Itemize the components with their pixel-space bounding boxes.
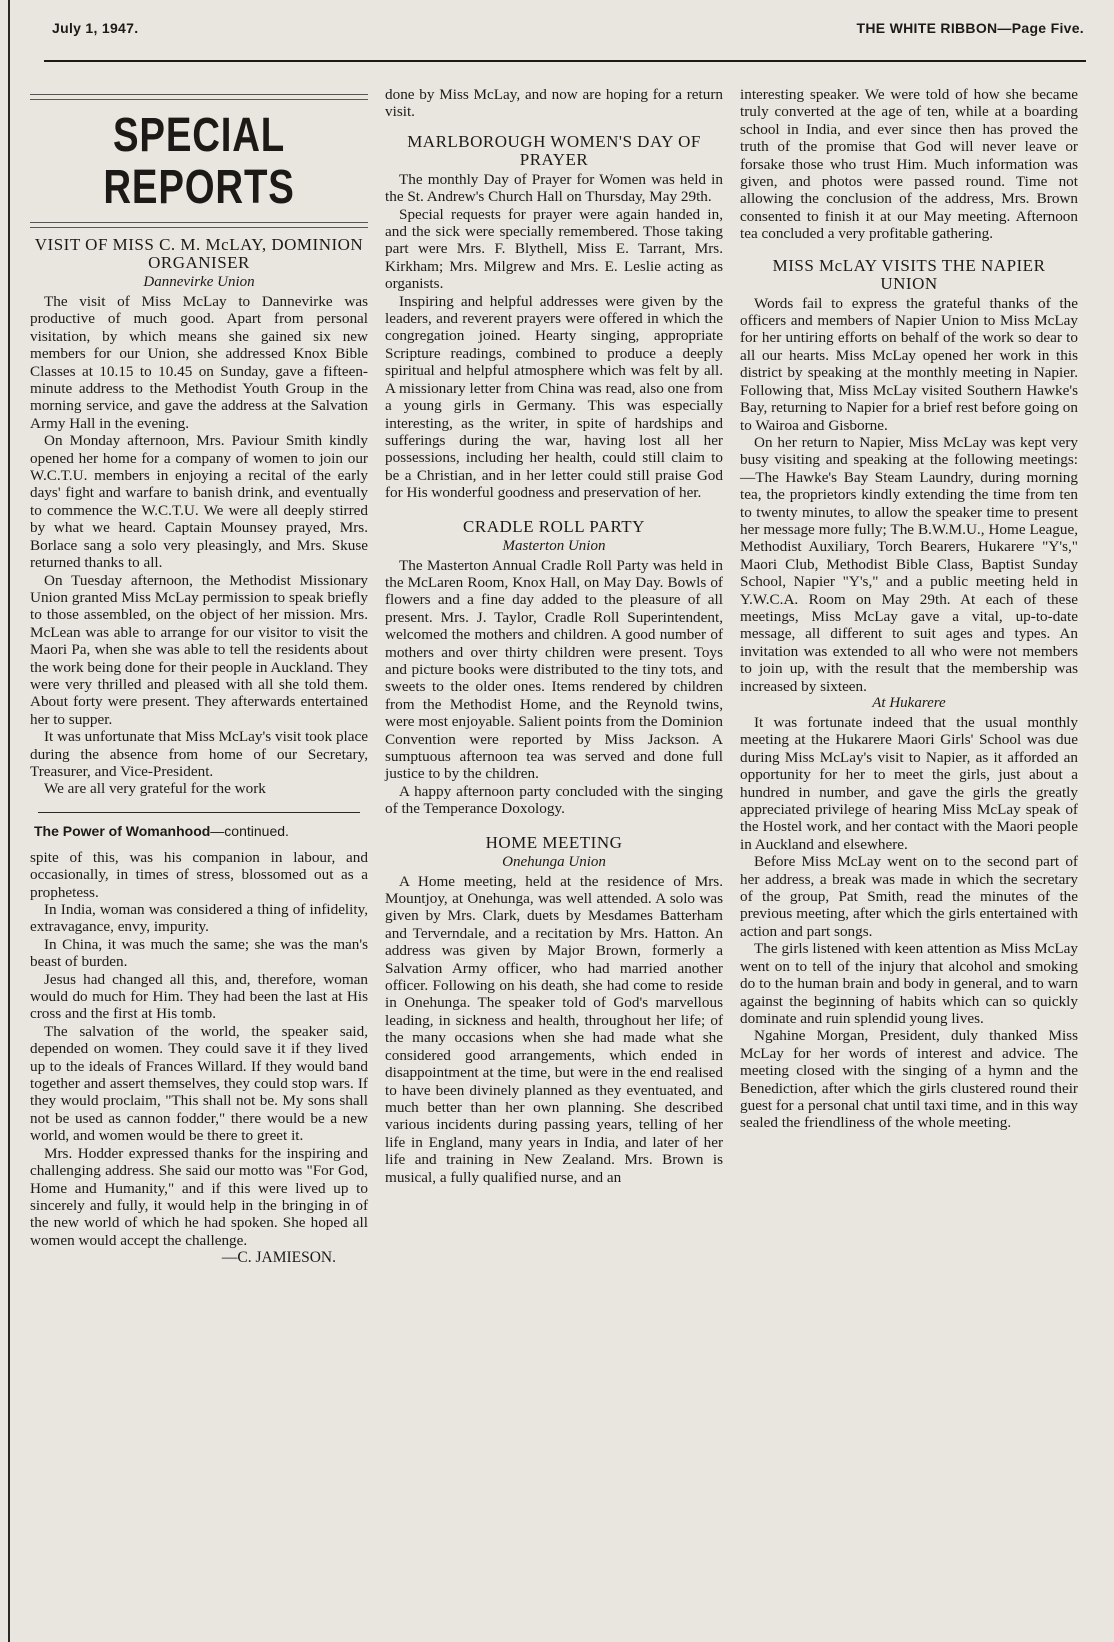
paragraph: A Home meeting, held at the residence of Mrs. Mountjoy, at Onehunga, was well attended. A solo was given by Mrs. Clark, duets by Mesdames Batterham and Terverndale, and a recitation by Mrs. Hatton. An address was given by Major Brown, formerly a Salvation Army officer, who had married another officer. Following on his death, she had come to reside in Onehunga. The speaker told of God's marvellous leading, in sickness and health, throughout her life; of the many occasions when she had made what she considered good arrangements, which ended in disappointment at the time, but were in the end realised to have been divinely planned as they eventuated, and much better than her own planning. She described various incidents during passing years, telling of her life in England, many years in India, and later of her life and training in New Zealand. Mrs. Brown is musical, a fully qualified nurse, and an (385, 872, 723, 1186)
column-1 (30, 86, 368, 1267)
visit-heading: VISIT OF MISS C. M. McLAY, DOMINION ORGANISER (34, 235, 364, 272)
section-divider (38, 812, 360, 813)
paragraph: Ngahine Morgan, President, duly thanked Miss McLay for her words of interest and advice. The meeting closed with the singing of a hymn and the Benediction, after which the girls clustered round their guest for a personal chat until taxi time, and in this way sealed the friendliness of the whole meeting. (740, 1027, 1078, 1132)
title-bar-top (30, 94, 368, 100)
napier-subheading: At Hukarere (872, 695, 946, 711)
column-2 (385, 86, 723, 1186)
paragraph: Words fail to express the grateful thanks of the officers and members of Napier Union to Miss McLay for her untiring efforts on behalf of the work so dear to all our hearts. Miss McLay opened her work in this district by speaking at the monthly meeting in Napier. Following that, Miss McLay visited Southern Hawke's Bay, returning to Napier for a brief rest before going on to Wairoa and Gisborne. (740, 294, 1078, 434)
paragraph: On Tuesday afternoon, the Methodist Missionary Union granted Miss McLay permission to speak briefly to those assembled, on the object of her mission. Mrs. McLean was able to arrange for our visitor to visit the Maori Pa, when she was able to tell the residents about the work being done for their people in Auckland. They were very thrilled and pleased with all she told them. About forty were present. They afterwards entertained her to supper. (30, 571, 368, 728)
paragraph: The salvation of the world, the speaker said, depended on women. They could save it if they lived up to the ideals of Frances Willard. If they would band together and assert themselves, they could stop wars. If they would proclaim, "This shall not be. My sons shall not be used as cannon fodder," there would be a new world, and women would be there to greet it. (30, 1022, 368, 1145)
paragraph-continued: done by Miss McLay, and now are hoping for a return visit. (385, 86, 723, 121)
marlborough-heading: MARLBOROUGH WOMEN'S DAY OF PRAYER (407, 131, 701, 169)
home-body (385, 873, 723, 1186)
paragraph: Before Miss McLay went on to the second part of her address, a break was made in which the secretary of the group, Pat Smith, read the minutes of the previous meeting, after which the girls entertained with action and part songs. (740, 853, 1078, 940)
cradle-heading: CRADLE ROLL PARTY (463, 516, 645, 536)
page-date: July 1, 1947. (52, 20, 139, 36)
signature: —C. JAMIESON. (221, 1249, 336, 1267)
power-heading (34, 823, 368, 839)
paragraph: On her return to Napier, Miss McLay was kept very busy visiting and speaking at the following meetings:—The Hawke's Bay Steam Laundry, during morning tea, the proprietors kindly extending the time from ten to twenty minutes, to allow the speaker time to present her message more fully; The B.W.M.U., Home League, Methodist Auxiliary, Torch Bearers, Hukarere "Y's," Maori Club, Methodist Bible Class, Baptist Sunday School, Napier "Y's," and a public meeting held in Y.W.C.A. Room on May 29th. At each of these meetings, Miss McLay gave a vital, up-to-date message, all different to suit ages and types. An invitation was extended to all who were not members to join up, with the result that the membership was increased by sixteen. (740, 433, 1078, 695)
paragraph: Special requests for prayer were again handed in, and the sick were specially remembered. Those taking part were Mrs. F. Blythell, Miss E. Tarrant, Mrs. Kirkham; Mrs. Milgrew and Mrs. E. Leslie acting as organists. (385, 205, 723, 293)
paragraph: In China, it was much the same; she was the man's beast of burden. (30, 935, 368, 971)
title-bar-bottom (30, 222, 368, 228)
hukarere-body (740, 714, 1078, 1132)
paragraph: Inspiring and helpful addresses were given by the leaders, and reverent prayers were offered in which the congregation joined. Hearty singing, appropriate Scripture readings, combined to produce a deeply spiritual and helpful atmosphere which was felt by all. A missionary letter from China was read, also one from a young girls in Germany. This was especially interesting, as the writer, in spite of hardships and sufferings during the war, having lost all her possessions, including her health, could still claim to be a Christian, and in her letter could still praise God for His wonderful goodness and preservation of her. (385, 292, 723, 502)
paragraph: On Monday afternoon, Mrs. Paviour Smith kindly opened her home for a company of women to join our W.C.T.U. members in enjoying a recital of the early days' fight and warfare to banish drink, and eventually to commence the W.C.T.U. We were all deeply stirred by what we heard. Captain Mounsey prayed, Mrs. Borlace sang a solo very pleasingly, and Mrs. Skuse returned thanks to all. (30, 432, 368, 572)
power-title: The Power of Womanhood (34, 822, 211, 839)
paragraph: Jesus had changed all this, and, therefore, woman would do much for Him. They had been the last at His cross and the first at His tomb. (30, 970, 368, 1023)
paragraph: In India, woman was considered a thing of infidelity, extravagance, envy, impurity. (30, 901, 368, 936)
paragraph: spite of this, was his companion in labour, and occasionally, in times of stress, blossomed out as a prophetess. (30, 848, 368, 901)
header-rule (44, 60, 1086, 62)
paragraph: Mrs. Hodder expressed thanks for the inspiring and challenging address. She said our motto was "For God, Home and Humanity," and if this were lived up to sincerely and fully, it would help in the bringing in of the new world of which he had spoken. She hoped all women would accept the challenge. (30, 1144, 368, 1249)
cradle-body (385, 557, 723, 818)
column-3 (740, 86, 1078, 1132)
paragraph: The visit of Miss McLay to Dannevirke was productive of much good. Apart from personal visitation, by which means she gained six new members for our Union, she addressed Knox Bible Classes at 10.15 to 10.45 on Sunday, gave a fifteen-minute address to the Methodist Youth Group in the morning service, and gave the address at the Salvation Army Hall in the evening. (30, 293, 368, 432)
paragraph: The girls listened with keen attention as Miss McLay went on to tell of the injury that alcohol and smoking do to the human brain and body in general, and to warn against the beginning of habits which can so quickly dominate and ruin splendid young lives. (740, 940, 1078, 1027)
visit-subheading: Dannevirke Union (143, 274, 255, 290)
power-body (30, 849, 368, 1249)
home-heading: HOME MEETING (485, 832, 623, 852)
napier-body (740, 295, 1078, 695)
paragraph: A happy afternoon party concluded with the singing of the Temperance Doxology. (385, 782, 723, 818)
marlborough-body (385, 171, 723, 502)
visit-body (30, 293, 368, 798)
paragraph: It was fortunate indeed that the usual monthly meeting at the Hukarere Maori Girls' School was due during Miss McLay's visit to Napier, as it afforded an opportunity for her to meet the girls, just about a hundred in number, and gave the girls the greatly appreciated privilege of hearing Miss McLay speak of the Hostel work, and her contact with the Maori people in Auckland and elsewhere. (740, 714, 1078, 853)
binding-edge (8, 0, 10, 1642)
paragraph-continued: interesting speaker. We were told of how she became truly converted at the age of ten, while at a boarding school in India, and ever since then has proved the truth of the promise that God will never leave or forsake those who trust Him. Much information was given, and photos were passed round. Time not allowing the conclusion of the address, Mrs. Brown consented to finish it at our May meeting. Afternoon tea concluded a very profitable gathering. (740, 86, 1078, 243)
paragraph: The monthly Day of Prayer for Women was held in the St. Andrew's Church Hall on Thursday, May 29th. (385, 170, 723, 206)
paragraph: The Masterton Annual Cradle Roll Party was held in the McLaren Room, Knox Hall, on May Day. Bowls of flowers and a fine day added to the pleasure of all present. Mrs. J. Taylor, Cradle Roll Superintendent, welcomed the mothers and children. A good number of mothers and over thirty children were present. Toys and picture books were distributed to the tiny tots, and sweets to the older ones. Items rendered by children from the Methodist Home, and the Reynold twins, were most enjoyable. Salient points from the Dominion Convention were reported by Miss Jackson. A sumptuous afternoon tea was served and done full justice to by the children. (385, 556, 723, 783)
home-subheading: Onehunga Union (502, 853, 606, 870)
napier-heading: MISS McLAY VISITS THE NAPIER UNION (772, 255, 1046, 293)
paragraph: We are all very grateful for the work (44, 780, 266, 798)
power-suffix: —continued. (210, 822, 289, 839)
cradle-subheading: Masterton Union (502, 537, 606, 554)
paragraph: It was unfortunate that Miss McLay's visit took place during the absence from home of our Secretary, Treasurer, and Vice-President. (30, 728, 368, 780)
page-header-title: THE WHITE RIBBON—Page Five. (856, 20, 1084, 36)
page-title: SPECIAL REPORTS (103, 109, 295, 214)
